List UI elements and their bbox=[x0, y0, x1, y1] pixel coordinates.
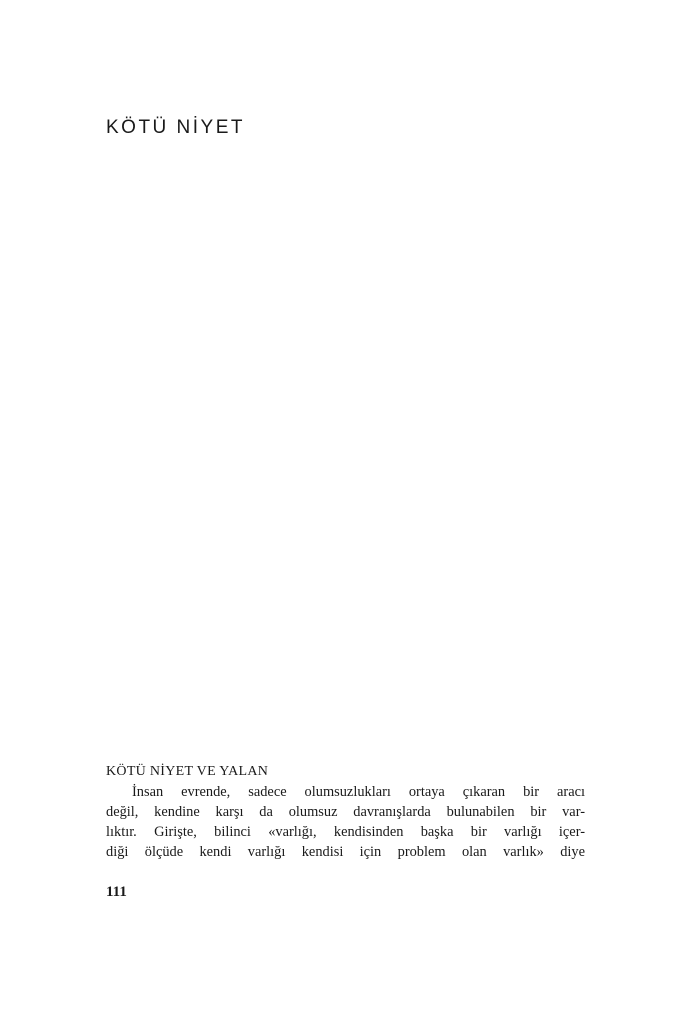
section-heading: KÖTÜ NİYET VE YALAN bbox=[106, 764, 269, 779]
paragraph-line: diği ölçüde kendi varlığı kendisi için problem olan varlık» diye bbox=[106, 844, 585, 860]
paragraph-line: değil, kendine karşı da olumsuz davranışlarda bulunabilen bir var- bbox=[106, 804, 585, 820]
paragraph-line: lıktır. Girişte, bilinci «varlığı, kendisinden başka bir varlığı içer- bbox=[106, 824, 585, 840]
paragraph-line: İnsan evrende, sadece olumsuzlukları ortaya çıkaran bir aracı bbox=[132, 784, 585, 800]
page-number: 111 bbox=[106, 884, 127, 900]
chapter-title: KÖTÜ NİYET bbox=[106, 117, 246, 138]
section-block bbox=[106, 762, 585, 862]
